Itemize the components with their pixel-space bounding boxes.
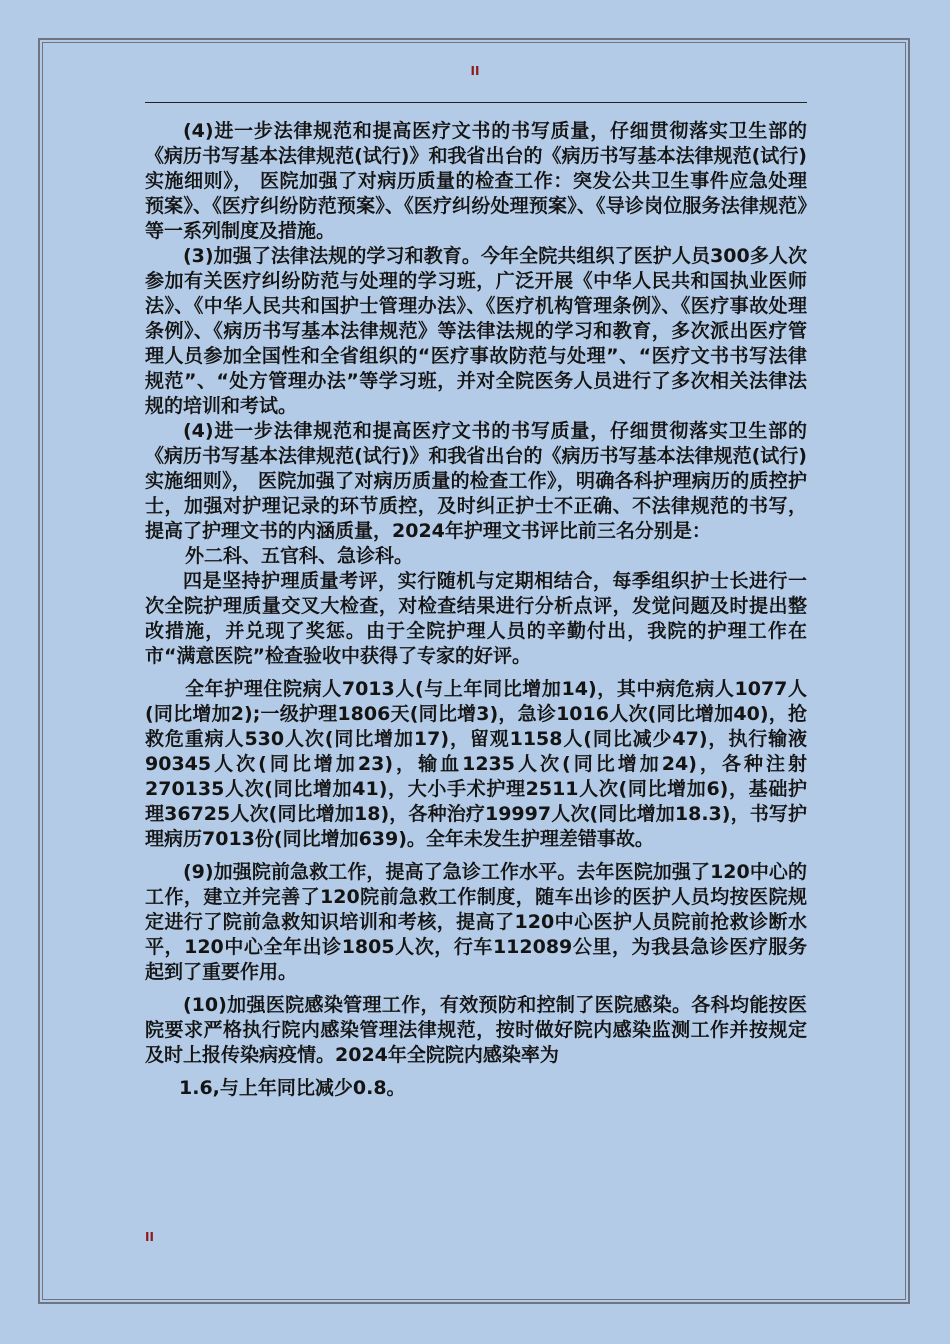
paragraph-6: 全年护理住院病人7013人(与上年同比增加14)，其中病危病人1077人(同比增加2);一级护理1806天(同比增3)，急诊1016人次(同比增加40)，抢救危重病人530人次(同比增加17)，留观1158人(同比减少47)，执行输液90345人次(同比增加23)，输血1235人次(同比增加24)，各种注射270135人次(同比增加41)，大小手术护理2511人次(同比增加6)，基础护理36725人次(同比增加18)，各种治疗19997人次(同比增加18.3)，书写护理病历7013份(同比增加639)。全年未发生护理差错事故。: [145, 678, 807, 850]
paragraph-2: (3)加强了法律法规的学习和教育。今年全院共组织了医护人员300多人次参加有关医疗纠纷防范与处理的学习班，广泛开展《中华人民共和国执业医师法》、《中华人民共和国护士管理办法》、《医疗机构管理条例》、《医疗事故处理条例》、《病历书写基本法律规范》等法律法规的学习和教育，多次派出医疗管理人员参加全国性和全省组织的“医疗事故防范与处理”、“医疗文书书写法律规范”、“处方管理办法”等学习班，并对全院医务人员进行了多次相关法律法规的培训和考试。: [145, 245, 807, 417]
paragraph-4: 外二科、五官科、急诊科。: [185, 545, 414, 567]
paragraph-5: 四是坚持护理质量考评，实行随机与定期相结合，每季组织护士长进行一次全院护理质量交叉大检查，对检查结果进行分析点评，发觉问题及时提出整改措施，并兑现了奖惩。由于全院护理人员的辛勤付出，我院的护理工作在市“满意医院”检查验收中获得了专家的好评。: [145, 570, 807, 667]
paragraph-8: (10)加强医院感染管理工作，有效预防和控制了医院感染。各科均能按医院要求严格执行院内感染管理法律规范，按时做好院内感染监测工作并按规定及时上报传染病疫情。2024年全院院内感染率为: [145, 994, 807, 1066]
footer-mark: II: [145, 1230, 154, 1244]
header-mark: II: [470, 64, 480, 78]
paragraph-3: (4)进一步法律规范和提高医疗文书的书写质量，仔细贯彻落实卫生部的《病历书写基本法律规范(试行)》和我省出台的《病历书写基本法律规范(试行)实施细则》， 医院加强了对病历质量的检查工作》，明确各科护理病历的质控护士，加强对护理记录的环节质控，及时纠正护士不正确、不法律规范的书写，提高了护理文书的内涵质量，2024年护理文书评比前三名分别是：: [145, 420, 807, 542]
document-body: [145, 119, 807, 1101]
paragraph-1: (4)进一步法律规范和提高医疗文书的书写质量，仔细贯彻落实卫生部的《病历书写基本法律规范(试行)》和我省出台的《病历书写基本法律规范(试行)实施细则》， 医院加强了对病历质量的检查工作：突发公共卫生事件应急处理预案》、《医疗纠纷防范预案》、《医疗纠纷处理预案》、《导诊岗位服务法律规范》等一系列制度及措施。: [145, 120, 807, 242]
paragraph-9: 1.6,与上年同比减少0.8。: [179, 1077, 406, 1099]
header-rule: [145, 102, 807, 103]
paragraph-7: (9)加强院前急救工作，提高了急诊工作水平。去年医院加强了120中心的工作，建立并完善了120院前急救工作制度，随车出诊的医护人员均按医院规定进行了院前急救知识培训和考核，提高了120中心医护人员院前抢救诊断水平，120中心全年出诊1805人次，行车112089公里，为我县急诊医疗服务起到了重要作用。: [145, 861, 807, 983]
